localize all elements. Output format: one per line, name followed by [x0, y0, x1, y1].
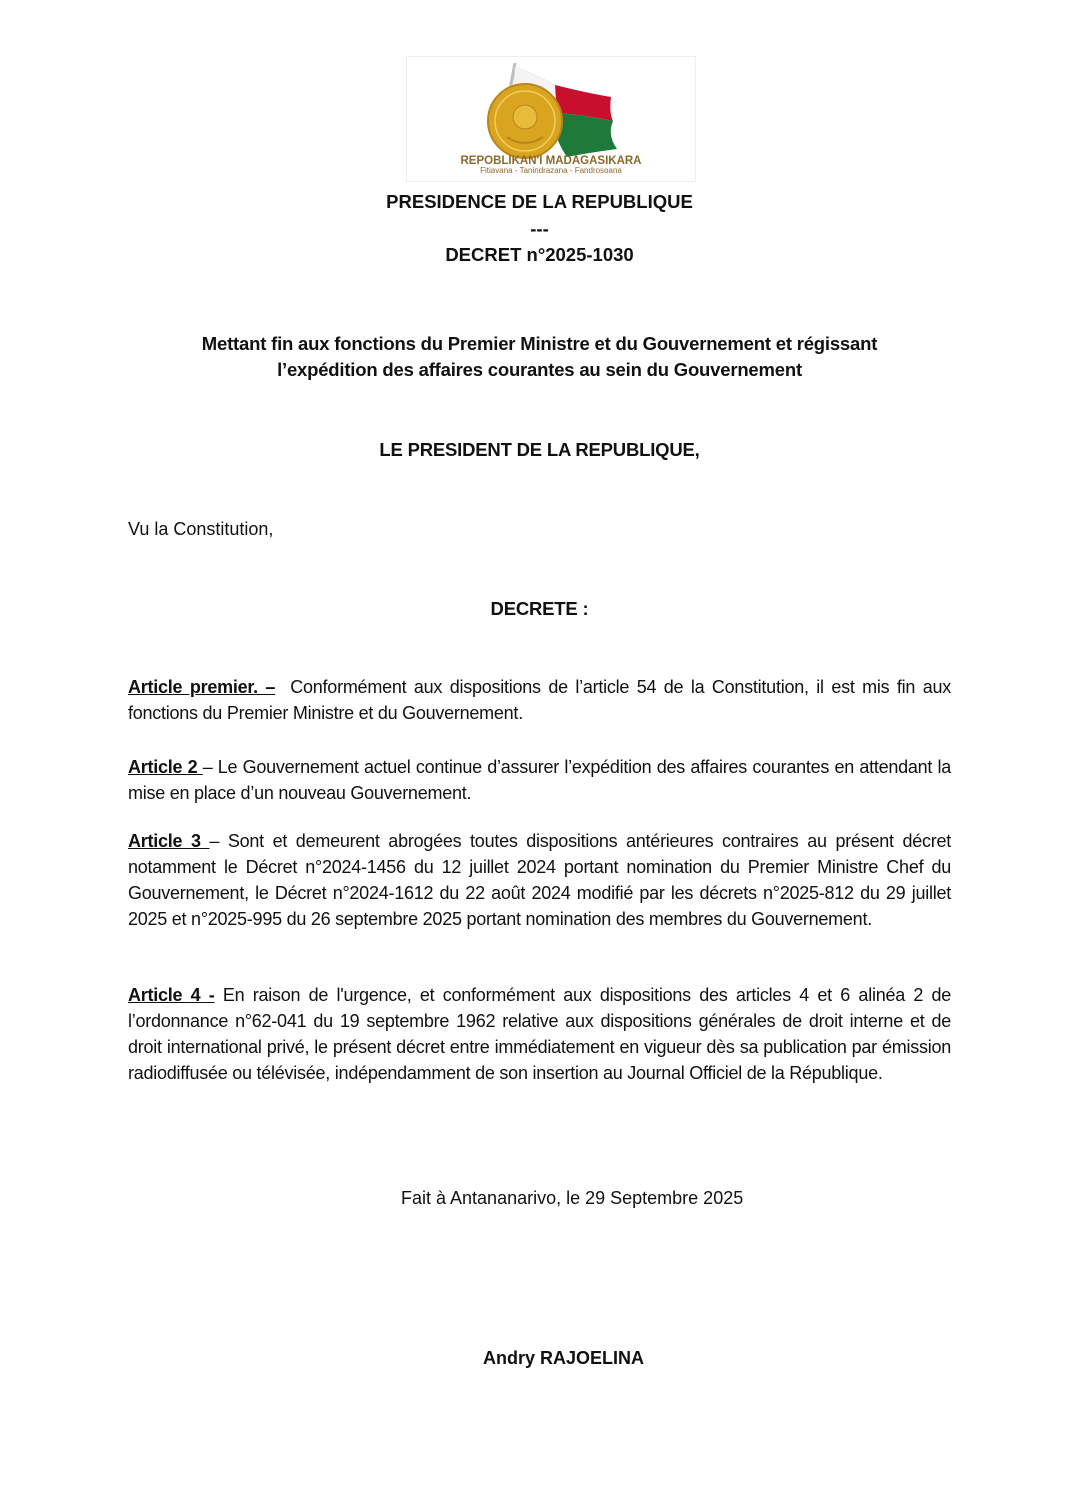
article-3	[128, 828, 951, 932]
article-3-text: – Sont et demeurent abrogées toutes dispositions antérieures contraires au présent décret notamment le Décret n°2024-1456 du 12 juillet 2024 portant nomination du Premier Ministre Chef du Gouvernement, le Décret n°2024-1612 du 22 août 2024 modifié par les décrets n°2025-812 du 29 juillet 2025 et n°2025-995 du 26 septembre 2025 portant nomination des membres du Gouvernement.	[128, 831, 951, 929]
svg-text:Fitiavana - Tanindrazana - Fan: Fitiavana - Tanindrazana - Fandrosoana	[480, 166, 622, 175]
republic-emblem-logo	[406, 56, 696, 182]
article-1	[128, 674, 956, 726]
article-1-label: Article premier. –	[128, 677, 276, 697]
decree-title	[0, 331, 1079, 383]
institution-heading: PRESIDENCE DE LA REPUBLIQUE	[386, 191, 693, 212]
article-4-label: Article 4 -	[128, 985, 215, 1005]
article-4	[128, 982, 951, 1086]
article-2-label: Article 2	[128, 757, 203, 777]
article-2	[128, 754, 951, 806]
decree-number: DECRET n°2025-1030	[445, 244, 634, 265]
article-2-text: – Le Gouvernement actuel continue d’assurer l’expédition des affaires courantes en attendant la mise en place d’un nouveau Gouvernement.	[128, 757, 951, 803]
decree-title-line-1: Mettant fin aux fonctions du Premier Ministre et du Gouvernement et régissant	[201, 333, 878, 354]
article-4-text: En raison de l'urgence, et conformément aux dispositions des articles 4 et 6 alinéa 2 de l’ordonnance n°62-041 du 19 septembre 1962 relative aux dispositions générales de droit interne et de droit international privé, le présent décret entre immédiatement en vigueur dès sa publication par émission radiodiffusée ou télévisée, indépendamment de son insertion au Journal Officiel de la République.	[128, 985, 951, 1083]
article-3-label: Article 3	[128, 831, 210, 851]
emblem-seal-flag-icon	[407, 57, 695, 181]
visa-constitution: Vu la Constitution,	[128, 519, 274, 539]
authority-heading: LE PRESIDENT DE LA REPUBLIQUE,	[379, 439, 700, 460]
article-1-text: Conformément aux dispositions de l’article 54 de la Constitution, il est mis fin aux fonctions du Premier Ministre et du Gouvernement.	[128, 677, 956, 723]
signatory-name: Andry RAJOELINA	[483, 1348, 645, 1368]
place-and-date: Fait à Antananarivo, le 29 Septembre 2025	[401, 1188, 744, 1208]
svg-text:REPOBLIKAN'I MADAGASIKARA: REPOBLIKAN'I MADAGASIKARA	[460, 155, 642, 167]
heading-separator: ---	[530, 218, 549, 239]
decree-title-line-2: l’expédition des affaires courantes au sein du Gouvernement	[277, 359, 802, 380]
decrete-heading: DECRETE :	[490, 598, 589, 619]
